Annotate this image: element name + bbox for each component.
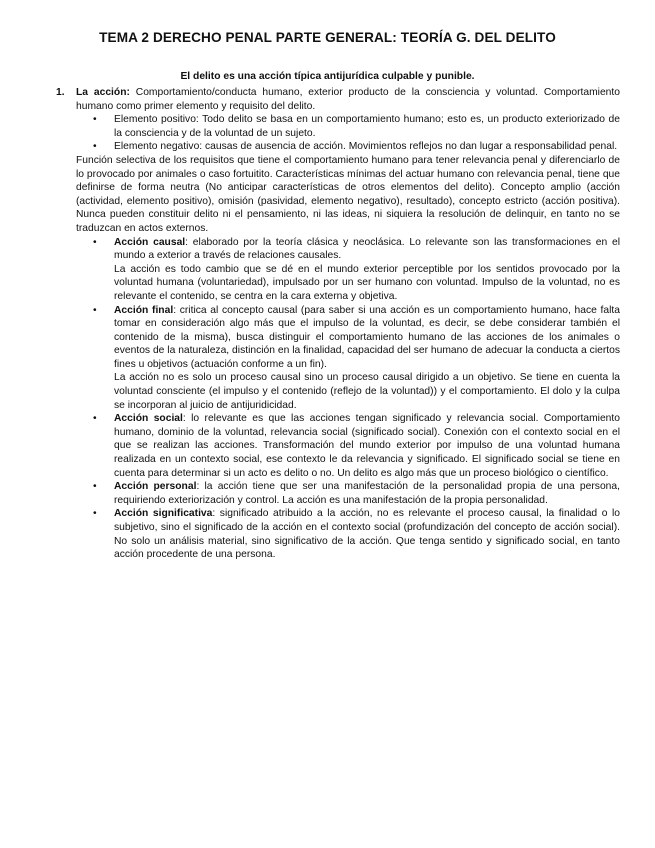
section-intro xyxy=(76,86,620,113)
theory-text: : significado atribuido a la acción, no es relevante el proceso causal, la finalidad o lo subjetivo, sino el significado de la acción en el contexto social (profundización del concepto de acción social). No solo un análisis material, sino significativo de la acción. Que tenga sentido y significado social, en tanto acción procedente de una persona. xyxy=(114,508,620,561)
theory-extra: La acción es todo cambio que se dé en el mundo exterior perceptible por los sentidos provocado por la voluntad humana (voluntariedad), impulsado por un ser humano con voluntad. Impulso de la voluntad, no es relevante el contenido, se centra en la cara externa y objetiva. xyxy=(114,263,620,302)
theory-text: : lo relevante es que las acciones tengan significado y relevancia social. Comportamiento humano, dominio de la voluntad, relevancia social (significado social). Conexión con el contexto social en el que se realizan las acciones. Transformación del mundo exterior por impulso de una voluntad humana realizada en un contexto social, ese contexto le da relevancia y significado. El significado social se tiene en cuenta para determinar si un acto es delito o no. Un delito es algo más que un proceso biológico o científico. xyxy=(114,413,620,479)
function-paragraph: Función selectiva de los requisitos que tiene el comportamiento humano para tener relevancia penal y diferenciarlo de lo provocado por animales o caso fortuitito. Características mínimas del actuar humano con relevancia penal, tiene que definirse de forma neutra (No anticipar características de otros elementos del delito). Concepto amplio (acción (actividad, elemento positivo), omisión (pasividad, elemento negativo), resultado), concepto estricto (acción positiva). Nunca pueden constituir delito ni el pensamiento, ni las ideas, ni siquiera la resolución de delinquir, en tanto no se traduzcan en actos externos. xyxy=(76,154,620,234)
list-item-accion-significativa xyxy=(76,507,620,561)
list-item xyxy=(76,113,620,140)
theory-name: Acción final xyxy=(114,304,174,316)
element-negative-text: Elemento negativo: causas de ausencia de acción. Movimientos reflejos no dan lugar a responsabilidad penal. xyxy=(114,141,618,153)
bullet-icon: • xyxy=(93,236,97,248)
section-number: 1. xyxy=(56,87,65,98)
theory-name: Acción significativa xyxy=(114,508,213,520)
theory-name: Acción causal xyxy=(114,236,186,248)
element-positive-text: Elemento positivo: Todo delito se basa en un comportamiento humano; esto es, un producto exteriorizado de la consciencia y de la voluntad de un sujeto. xyxy=(114,114,620,139)
bullet-icon: • xyxy=(93,304,97,316)
bullet-icon: • xyxy=(93,141,97,153)
theory-extra: La acción no es solo un proceso causal sino un proceso causal dirigido a un objetivo. Se tiene en cuenta la voluntad consciente (el impulso y el contenido (reflejo de la voluntad)) y el comportamiento. El dolo y la culpa se incorporan al juicio de antijuridicidad. xyxy=(114,372,620,411)
list-item-accion-final xyxy=(76,304,620,413)
theory-name: Acción social xyxy=(114,413,183,425)
theory-text: : elaborado por la teoría clásica y neoclásica. Lo relevante son las transformaciones en el mundo a exterior a través de relaciones causales. xyxy=(114,236,621,262)
list-item xyxy=(76,140,620,154)
theory-text: : la acción tiene que ser una manifestación de la personalidad propia de una persona, requiriendo exteriorización y control. La acción es una manifestación de la propia personalidad. xyxy=(114,481,620,506)
theories-list xyxy=(76,236,620,562)
bullet-icon: • xyxy=(93,508,97,520)
delito-definition: El delito es una acción típica antijurídica culpable y punible. xyxy=(180,71,475,82)
section-accion xyxy=(56,86,620,562)
elements-list xyxy=(76,113,620,154)
list-item-accion-personal xyxy=(76,480,620,507)
document-body xyxy=(56,86,620,562)
page-title: TEMA 2 DERECHO PENAL PARTE GENERAL: TEORÍA G. DEL DELITO xyxy=(99,30,556,45)
section-heading: La acción: xyxy=(76,87,130,98)
list-item-accion-causal xyxy=(76,236,620,304)
bullet-icon: • xyxy=(93,114,97,126)
bullet-icon: • xyxy=(93,413,97,425)
section-intro-text: Comportamiento/conducta humano, exterior producto de la consciencia y voluntad. Comportamiento humano como primer elemento y requisito del delito. xyxy=(76,87,620,112)
theory-text: : critica al concepto causal (para saber si una acción es un comportamiento humano, hace falta tomar en consideración algo más que el impulso de la voluntad, es decir, se debe considerar también el contenido de la misma), busca distinguir el comportamiento humano de las acciones de los animales o eventos de la naturaleza, distinción en la finalidad, capacidad del ser humano de adecuar la conducta a ciertos fines u objetivos (actuación conforme a un fin). xyxy=(114,304,620,370)
bullet-icon: • xyxy=(93,481,97,493)
theory-name: Acción personal xyxy=(114,481,197,493)
list-item-accion-social xyxy=(76,412,620,480)
